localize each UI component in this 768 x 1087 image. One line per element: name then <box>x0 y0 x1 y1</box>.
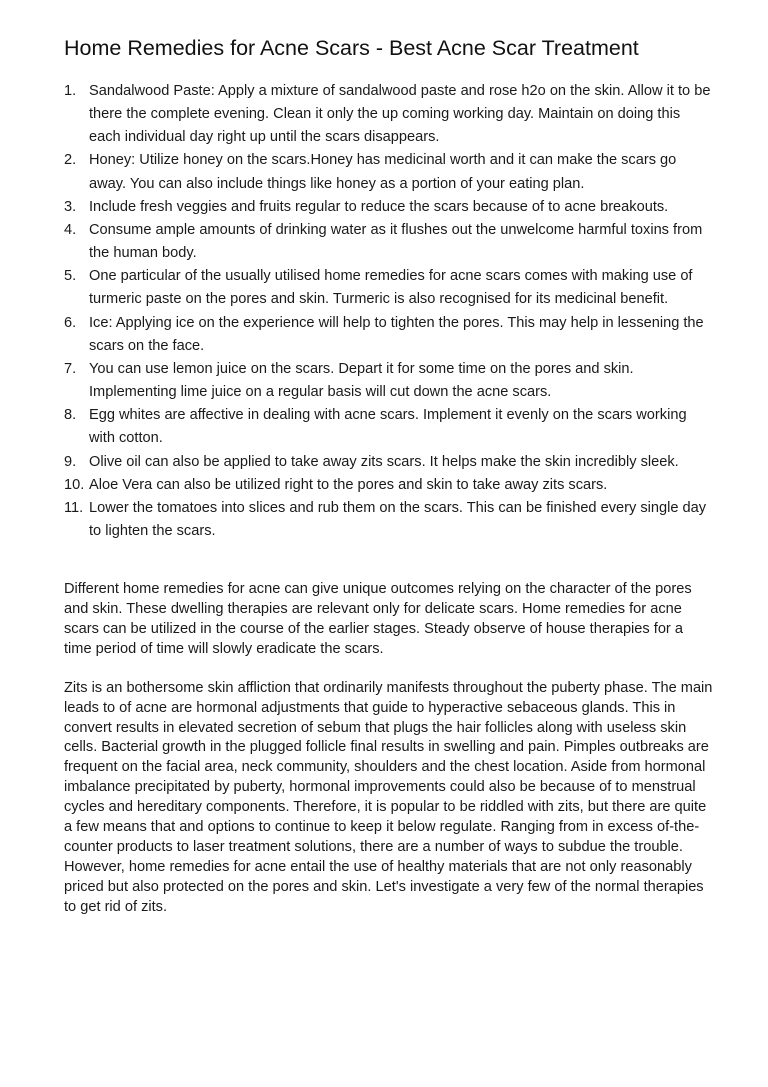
remedies-list <box>64 80 714 543</box>
list-item-text: Olive oil can also be applied to take away zits scars. It helps make the skin incredibly sleek. <box>89 453 679 470</box>
list-item-text: Ice: Applying ice on the experience will help to tighten the pores. This may help in lessening the scars on the face. <box>89 314 704 354</box>
list-item-number: 6. <box>64 314 77 331</box>
paragraph-zits-overview: Zits is an bothersome skin affliction that ordinarily manifests throughout the puberty phase. The main leads to of acne are hormonal adjustments that guide to hyperactive sebaceous glands. This in convert results in elevated secretion of sebum that plugs the hair follicles along with useless skin cells. Bacterial growth in the plugged follicle final results in swelling and pain. Pimples outbreaks are frequent on the facial area, neck community, shoulders and the chest location. Aside from hormonal imbalance precipitated by puberty, hormonal improvements could also be because of to menstrual cycles and hereditary components. Therefore, it is popular to be riddled with zits, but there are quite a few means that and options to continue to keep it below regulate. Ranging from in excess of-the-counter products to laser treatment solutions, there are a number of ways to subdue the trouble. However, home remedies for acne entail the use of healthy materials that are not only reasonably priced but also protected on the pores and skin. Let's investigate a very few of the normal therapies to get rid of zits. <box>64 679 713 915</box>
list-item <box>64 80 714 149</box>
list-item <box>64 196 714 219</box>
list-item <box>64 358 714 404</box>
list-item-text: One particular of the usually utilised home remedies for acne scars comes with making use of turmeric paste on the pores and skin. Turmeric is also recognised for its medicinal benefit. <box>89 268 693 308</box>
list-item-text: Honey: Utilize honey on the scars.Honey has medicinal worth and it can make the scars go away. You can also include things like honey as a portion of your eating plan. <box>89 152 677 192</box>
list-item-number: 2. <box>64 152 77 169</box>
list-item <box>64 497 714 543</box>
list-item <box>64 451 714 474</box>
list-item-text: Lower the tomatoes into slices and rub them on the scars. This can be finished every single day to lighten the scars. <box>89 499 707 539</box>
paragraph-remedies-outcomes: Different home remedies for acne can give unique outcomes relying on the character of the pores and skin. These dwelling therapies are relevant only for delicate scars. Home remedies for acne scars can be utilized in the course of the earlier stages. Steady observe of house therapies for a time period of time will slowly eradicate the scars. <box>64 581 692 657</box>
list-item-text: You can use lemon juice on the scars. Depart it for some time on the pores and skin. Implementing lime juice on a regular basis will cut down the acne scars. <box>89 360 634 401</box>
list-item <box>64 219 714 265</box>
list-item-number: 3. <box>64 198 77 215</box>
list-item <box>64 404 714 450</box>
list-item <box>64 265 714 311</box>
list-item-text: Include fresh veggies and fruits regular to reduce the scars because of to acne breakouts. <box>89 198 669 215</box>
list-item <box>64 312 714 358</box>
document-page <box>64 34 714 918</box>
list-item-number: 10. <box>64 476 85 493</box>
list-item-number: 11. <box>64 499 84 516</box>
list-item-number: 9. <box>64 453 77 470</box>
document-title: Home Remedies for Acne Scars - Best Acne Scar Treatment <box>64 36 639 60</box>
list-item-number: 1. <box>64 83 77 99</box>
list-item-text: Aloe Vera can also be utilized right to the pores and skin to take away zits scars. <box>89 476 608 493</box>
list-item-number: 5. <box>64 268 77 285</box>
list-item-text: Consume ample amounts of drinking water as it flushes out the unwelcome harmful toxins from the human body. <box>89 221 703 262</box>
list-item-text: Egg whites are affective in dealing with acne scars. Implement it evenly on the scars working with cotton. <box>89 407 687 447</box>
list-item-number: 7. <box>64 360 77 377</box>
list-item <box>64 149 714 195</box>
list-item-number: 4. <box>64 221 77 238</box>
list-item-number: 8. <box>64 407 77 424</box>
list-item-text: Sandalwood Paste: Apply a mixture of sandalwood paste and rose h2o on the skin. Allow it to be there the complete evening. Clean it only the up coming working day. Maintain on doing this each individual day right up until the scars disappears. <box>89 83 711 146</box>
list-item <box>64 474 714 497</box>
